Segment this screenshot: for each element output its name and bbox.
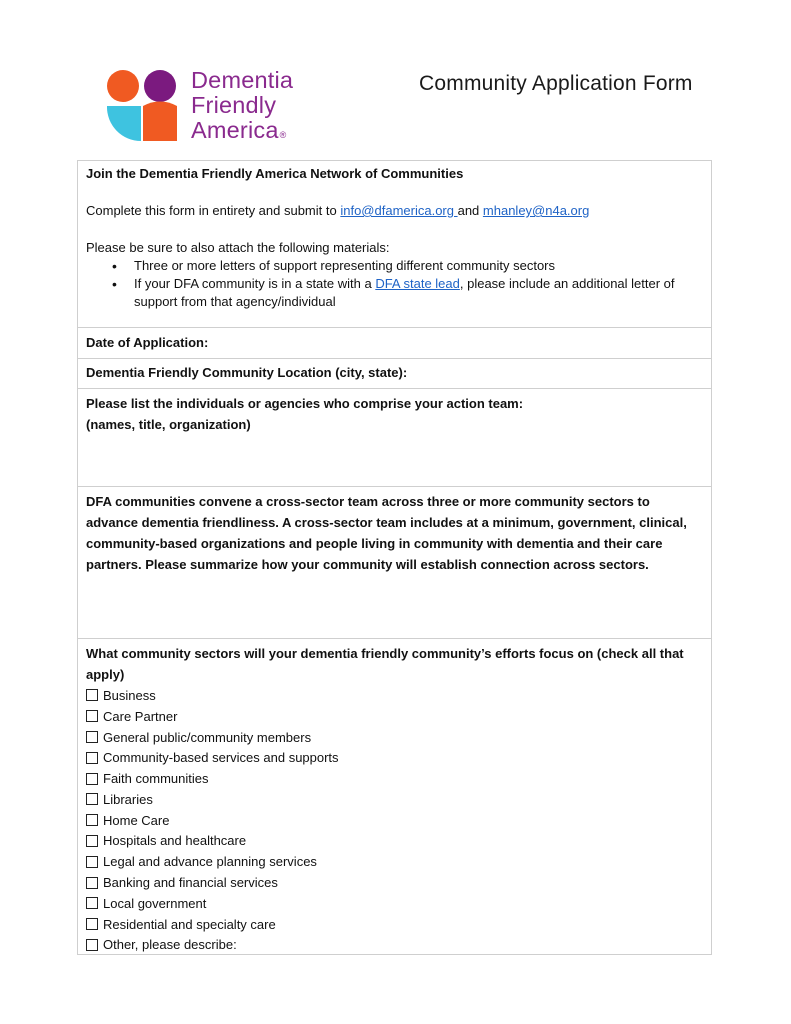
checkbox-icon[interactable] bbox=[86, 731, 98, 743]
bullet2-prefix: If your DFA community is in a state with a bbox=[134, 276, 376, 291]
logo-purple-circle bbox=[144, 70, 176, 102]
checkbox-icon[interactable] bbox=[86, 773, 98, 785]
team-label-line-2: (names, title, organization) bbox=[86, 417, 251, 432]
sector-label: Legal and advance planning services bbox=[103, 854, 317, 870]
logo-line-3-wrap bbox=[191, 118, 293, 148]
logo-orange-circle bbox=[107, 70, 139, 102]
document-title: Community Application Form bbox=[419, 72, 693, 95]
sector-label: Other, please describe: bbox=[103, 937, 237, 953]
logo-line-3: America bbox=[191, 117, 279, 143]
intro-heading: Join the Dementia Friendly America Network of Communities bbox=[86, 166, 464, 181]
community-location-field[interactable] bbox=[78, 359, 711, 389]
attach-heading: Please be sure to also attach the following materials: bbox=[86, 240, 390, 255]
sector-checkbox-item[interactable] bbox=[86, 747, 703, 768]
email-link-mhanley[interactable]: mhanley@n4a.org bbox=[482, 203, 590, 218]
sector-label: Banking and financial services bbox=[103, 875, 278, 891]
logo-mark-icon bbox=[107, 70, 177, 142]
checkbox-icon[interactable] bbox=[86, 835, 98, 847]
sector-checkbox-item[interactable] bbox=[86, 685, 703, 706]
attachment-bullet-1: • Three or more letters of support representing different community sectors bbox=[134, 257, 703, 275]
submit-prefix: Complete this form in entirety and submit to bbox=[86, 203, 341, 218]
cross-sector-prompt: DFA communities convene a cross-sector team across three or more community sectors to advance dementia friendliness. A cross-sector team includes at a minimum, government, clinical, community-based organizations and people living in community with dementia and their care partners. Please summarize how your community will establish connection across sectors. bbox=[86, 494, 687, 572]
location-label: Dementia Friendly Community Location (city, state): bbox=[86, 365, 408, 380]
email-link-info[interactable]: info@dfamerica.org bbox=[340, 203, 458, 218]
sector-label: Care Partner bbox=[103, 708, 178, 724]
dfa-state-lead-link[interactable]: DFA state lead bbox=[375, 276, 460, 291]
sector-checkbox-item[interactable] bbox=[86, 727, 703, 748]
logo-wordmark bbox=[191, 68, 293, 148]
sectors-checklist bbox=[86, 685, 703, 955]
sector-checkbox-item[interactable] bbox=[86, 789, 703, 810]
sector-label: Community-based services and supports bbox=[103, 750, 339, 766]
sector-checkbox-item[interactable] bbox=[86, 706, 703, 727]
sectors-section bbox=[78, 639, 711, 954]
sector-checkbox-item[interactable] bbox=[86, 893, 703, 914]
checkbox-icon[interactable] bbox=[86, 877, 98, 889]
logo-line-2: Friendly bbox=[191, 92, 277, 118]
sector-label: Hospitals and healthcare bbox=[103, 833, 247, 849]
sector-checkbox-item[interactable] bbox=[86, 768, 703, 789]
checkbox-icon[interactable] bbox=[86, 752, 98, 764]
sector-label: Faith communities bbox=[103, 771, 209, 787]
sector-label: Local government bbox=[103, 895, 207, 911]
sector-label: General public/community members bbox=[103, 729, 312, 745]
checkbox-icon[interactable] bbox=[86, 939, 98, 951]
team-label-line-1: Please list the individuals or agencies who comprise your action team: bbox=[86, 396, 524, 411]
checkbox-icon[interactable] bbox=[86, 897, 98, 909]
intro-section bbox=[78, 161, 711, 328]
checkbox-icon[interactable] bbox=[86, 814, 98, 826]
logo-cyan-quarter bbox=[107, 106, 141, 141]
submit-instructions bbox=[86, 202, 703, 220]
sector-label: Libraries bbox=[103, 791, 153, 807]
submit-and: and bbox=[457, 203, 483, 218]
sector-checkbox-item[interactable] bbox=[86, 935, 703, 956]
logo-line-1: Dementia bbox=[191, 67, 294, 93]
dfa-logo bbox=[107, 67, 317, 145]
checkbox-icon[interactable] bbox=[86, 856, 98, 868]
checkbox-icon[interactable] bbox=[86, 918, 98, 930]
checkbox-icon[interactable] bbox=[86, 689, 98, 701]
sector-checkbox-item[interactable] bbox=[86, 810, 703, 831]
bullet2-suffix: , please include an additional letter of support from that agency/individual bbox=[134, 276, 675, 309]
sector-label: Business bbox=[103, 687, 156, 703]
sector-checkbox-item[interactable] bbox=[86, 872, 703, 893]
sector-label: Residential and specialty care bbox=[103, 916, 276, 932]
logo-orange-quarter bbox=[143, 101, 177, 141]
sector-label: Home Care bbox=[103, 812, 170, 828]
sector-checkbox-item[interactable] bbox=[86, 831, 703, 852]
attachment-bullet-2 bbox=[134, 275, 703, 311]
sector-checkbox-item[interactable] bbox=[86, 851, 703, 872]
date-of-application-field[interactable] bbox=[78, 328, 711, 359]
application-form-table bbox=[77, 160, 712, 955]
checkbox-icon[interactable] bbox=[86, 793, 98, 805]
cross-sector-summary-field[interactable] bbox=[78, 487, 711, 639]
sector-checkbox-item[interactable] bbox=[86, 914, 703, 935]
date-label: Date of Application: bbox=[86, 335, 209, 350]
checkbox-icon[interactable] bbox=[86, 710, 98, 722]
sectors-question: What community sectors will your dementia friendly community’s efforts focus on (check all that apply) bbox=[86, 646, 684, 682]
registered-mark: ® bbox=[279, 130, 287, 140]
action-team-field[interactable] bbox=[78, 389, 711, 487]
attachments-list bbox=[86, 257, 703, 311]
